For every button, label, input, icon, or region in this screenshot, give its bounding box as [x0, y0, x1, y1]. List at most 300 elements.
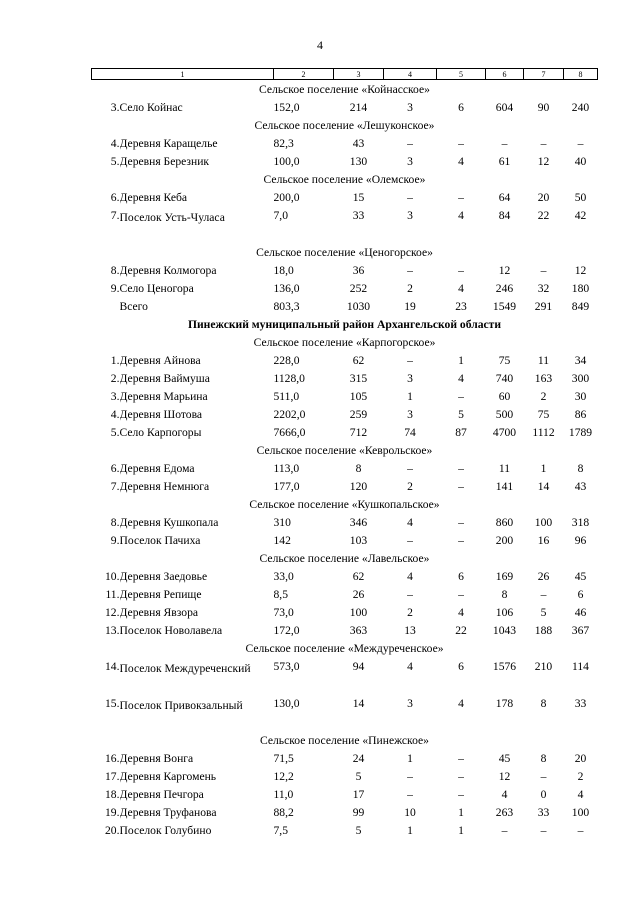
settlement-name: Деревня Едома: [119, 461, 195, 475]
value-cell: 200,0: [273, 190, 300, 204]
value-cell: 8: [355, 461, 362, 475]
value-cell: 22: [455, 623, 467, 637]
value-cell: –: [458, 389, 464, 403]
section-row: [92, 549, 598, 567]
value-cell: 169: [495, 569, 514, 583]
value-cell: 88,2: [273, 805, 294, 819]
value-cell: 86: [574, 407, 587, 421]
settlement-name: Деревня Шотова: [119, 407, 203, 421]
value-cell: 8: [501, 587, 508, 601]
value-cell: 100,0: [273, 154, 300, 168]
row-number: 8.: [110, 263, 120, 277]
table-row: [92, 657, 598, 694]
row-number: 2.: [110, 371, 120, 385]
value-cell: 363: [349, 623, 368, 637]
value-cell: 45: [498, 751, 511, 765]
settlement-name: Деревня Колмогора: [119, 263, 217, 277]
column-number: 4: [384, 69, 437, 80]
settlement-name: Село Ценогора: [119, 281, 194, 295]
value-cell: 152,0: [273, 100, 300, 114]
section-title: Сельское поселение «Олемское»: [263, 172, 426, 186]
settlement-name: Село Койнас: [119, 100, 183, 114]
section-title: Сельское поселение «Койнасское»: [259, 82, 430, 96]
section-row: [92, 170, 598, 188]
value-cell: 141: [495, 479, 514, 493]
value-cell: 6: [458, 660, 464, 673]
value-cell: 511,0: [273, 389, 300, 403]
table-row: [92, 98, 598, 116]
value-cell: 315: [349, 371, 368, 385]
value-cell: –: [577, 823, 584, 837]
value-cell: 20: [574, 751, 587, 765]
value-cell: 6: [458, 569, 464, 583]
value-cell: 1030: [346, 299, 371, 313]
row-number: 19.: [105, 805, 120, 819]
section-row: [92, 731, 598, 749]
section-row: [92, 116, 598, 134]
settlement-name: Поселок Пачиха: [119, 533, 201, 547]
value-cell: 573,0: [273, 660, 300, 673]
value-cell: 4: [501, 787, 508, 801]
value-cell: 60: [498, 389, 511, 403]
value-cell: 120: [349, 479, 368, 493]
value-cell: 32: [537, 281, 550, 295]
value-cell: 99: [352, 805, 365, 819]
value-cell: 90: [537, 100, 550, 114]
row-number: 11.: [105, 587, 120, 601]
row-number: 20.: [105, 823, 120, 837]
value-cell: –: [458, 190, 464, 204]
section-title: Сельское поселение «Пинежское»: [260, 733, 429, 747]
value-cell: 2: [540, 389, 547, 403]
value-cell: 0: [540, 787, 547, 801]
value-cell: 8: [577, 461, 584, 475]
value-cell: 188: [534, 623, 553, 637]
value-cell: 100: [349, 605, 368, 619]
value-cell: 500: [495, 407, 514, 421]
value-cell: 6: [577, 587, 584, 601]
settlement-name: Всего: [119, 299, 148, 313]
value-cell: 7,0: [273, 209, 288, 222]
table-row: [92, 694, 598, 731]
value-cell: 1043: [492, 623, 517, 637]
value-cell: 228,0: [273, 353, 300, 367]
table-row: [92, 351, 598, 369]
section-title: Сельское поселение «Ценогорское»: [256, 245, 433, 259]
value-cell: –: [540, 823, 547, 837]
value-cell: 33: [352, 209, 365, 222]
value-cell: 310: [273, 515, 291, 529]
column-number: 8: [564, 69, 598, 80]
table-row: [92, 585, 598, 603]
value-cell: 3: [407, 407, 413, 421]
value-cell: 24: [352, 751, 365, 765]
row-number: 15.: [105, 697, 120, 710]
value-cell: 100: [534, 515, 553, 529]
value-cell: 12: [537, 154, 550, 168]
value-cell: 94: [352, 660, 365, 673]
value-cell: 210: [534, 660, 553, 673]
value-cell: 20: [537, 190, 550, 204]
value-cell: 2: [407, 605, 413, 619]
value-cell: 11: [537, 353, 550, 367]
value-cell: 3: [407, 697, 413, 710]
value-cell: 7666,0: [273, 425, 306, 439]
value-cell: 114: [572, 660, 589, 673]
table-row: [92, 423, 598, 441]
row-number: 9.: [110, 281, 120, 295]
row-number: 6.: [110, 190, 120, 204]
table-row: [92, 821, 598, 839]
column-number: 1: [92, 69, 274, 80]
value-cell: 1128,0: [273, 371, 305, 385]
value-cell: 40: [574, 154, 587, 168]
value-cell: 2: [577, 769, 584, 783]
row-number: 7.: [110, 209, 120, 222]
value-cell: 214: [349, 100, 368, 114]
value-cell: 142: [273, 533, 291, 547]
value-cell: 103: [349, 533, 368, 547]
row-number: 10.: [105, 569, 120, 583]
table-row: [92, 621, 598, 639]
value-cell: 22: [537, 209, 550, 222]
value-cell: 75: [498, 353, 511, 367]
table-row: [92, 785, 598, 803]
value-cell: 240: [571, 100, 590, 114]
table-row: [92, 369, 598, 387]
value-cell: 1: [458, 805, 464, 819]
value-cell: 10: [404, 805, 416, 819]
value-cell: 19: [404, 299, 416, 313]
table-row: [92, 152, 598, 170]
value-cell: 74: [404, 425, 416, 439]
value-cell: 1112: [532, 425, 555, 439]
value-cell: 1: [407, 823, 413, 837]
settlement-name: Деревня Каращелье: [119, 136, 218, 150]
value-cell: 1: [407, 751, 413, 765]
value-cell: 130: [349, 154, 368, 168]
row-number: [92, 297, 120, 315]
value-cell: 3: [407, 100, 413, 114]
value-cell: 2202,0: [273, 407, 306, 421]
value-cell: 64: [498, 190, 511, 204]
section-row: [92, 441, 598, 459]
row-number: 18.: [105, 787, 120, 801]
value-cell: 75: [537, 407, 550, 421]
value-cell: 860: [495, 515, 514, 529]
settlement-name: Деревня Явзора: [119, 605, 199, 619]
value-cell: 5: [458, 407, 464, 421]
value-cell: 100: [571, 805, 590, 819]
value-cell: –: [458, 479, 464, 493]
section-title: Сельское поселение «Карпогорское»: [253, 335, 436, 349]
row-number: 12.: [105, 605, 120, 619]
row-number: 4.: [110, 407, 120, 421]
row-number: 16.: [105, 751, 120, 765]
value-cell: 4: [458, 605, 464, 619]
value-cell: –: [540, 587, 547, 601]
settlement-name: Поселок Голубино: [119, 823, 212, 837]
value-cell: 4: [458, 697, 464, 710]
table-row: [92, 206, 598, 243]
row-number: 5.: [110, 154, 120, 168]
value-cell: 12: [574, 263, 587, 277]
row-number: 3.: [110, 100, 120, 114]
settlement-name: Деревня Вонга: [119, 751, 194, 765]
table-row: [92, 477, 598, 495]
value-cell: 73,0: [273, 605, 294, 619]
value-cell: 87: [455, 425, 467, 439]
settlement-name: Деревня Репище: [119, 587, 202, 601]
value-cell: 172,0: [273, 623, 300, 637]
value-cell: 36: [352, 263, 365, 277]
settlement-name: Поселок Привокзальный: [119, 699, 243, 712]
value-cell: 1: [407, 389, 413, 403]
value-cell: 4700: [492, 425, 517, 439]
value-cell: 3: [407, 371, 413, 385]
section-row: [92, 639, 598, 657]
settlement-name: Деревня Труфанова: [119, 805, 217, 819]
value-cell: –: [501, 136, 508, 150]
value-cell: –: [540, 136, 547, 150]
section-row: [92, 333, 598, 351]
value-cell: 23: [455, 299, 467, 313]
settlement-name: Деревня Кушкопала: [119, 515, 219, 529]
value-cell: 4: [458, 209, 464, 222]
value-cell: 178: [495, 697, 514, 710]
settlements-table: [91, 68, 598, 839]
value-cell: 200: [495, 533, 514, 547]
table-row: [92, 387, 598, 405]
value-cell: –: [458, 533, 464, 547]
value-cell: 5: [355, 769, 362, 783]
value-cell: 1576: [492, 660, 517, 673]
value-cell: 13: [404, 623, 416, 637]
value-cell: 46: [574, 605, 587, 619]
row-number: 13.: [105, 623, 120, 637]
table-row: [92, 134, 598, 152]
table-row: [92, 767, 598, 785]
value-cell: 15: [352, 190, 365, 204]
value-cell: 4: [407, 569, 413, 583]
value-cell: –: [501, 823, 508, 837]
row-number: 14.: [105, 660, 120, 673]
column-number-row: [92, 69, 598, 80]
settlement-name: Поселок Междуреченский: [119, 662, 251, 675]
table-row: [92, 749, 598, 767]
column-number: 3: [334, 69, 384, 80]
section-row: [92, 495, 598, 513]
settlement-name: Деревня Ваймуша: [119, 371, 210, 385]
value-cell: 84: [498, 209, 511, 222]
value-cell: 12: [498, 769, 511, 783]
value-cell: 2: [407, 281, 413, 295]
table-row: [92, 603, 598, 621]
value-cell: 130,0: [273, 697, 300, 710]
value-cell: –: [407, 190, 413, 204]
value-cell: –: [407, 769, 413, 783]
value-cell: 14: [537, 479, 550, 493]
value-cell: 106: [495, 605, 514, 619]
table-row: [92, 188, 598, 206]
section-title: Сельское поселение «Лавельское»: [259, 551, 430, 565]
value-cell: 14: [352, 697, 365, 710]
table-row: [92, 459, 598, 477]
settlement-name: Деревня Березник: [119, 154, 210, 168]
value-cell: 4: [407, 660, 413, 673]
column-number: 5: [437, 69, 486, 80]
value-cell: 849: [571, 299, 590, 313]
value-cell: 3: [407, 209, 413, 222]
value-cell: 177,0: [273, 479, 300, 493]
value-cell: 43: [352, 136, 365, 150]
value-cell: 26: [537, 569, 550, 583]
value-cell: 30: [574, 389, 587, 403]
value-cell: 50: [574, 190, 587, 204]
value-cell: 62: [352, 569, 365, 583]
district-row: [92, 315, 598, 333]
value-cell: 18,0: [273, 263, 294, 277]
value-cell: –: [540, 769, 547, 783]
value-cell: 318: [571, 515, 590, 529]
settlement-name: Деревня Кеба: [119, 190, 188, 204]
value-cell: 26: [352, 587, 365, 601]
table-row: [92, 531, 598, 549]
value-cell: 712: [349, 425, 368, 439]
value-cell: –: [458, 751, 464, 765]
value-cell: 1789: [568, 425, 593, 439]
value-cell: 4: [407, 515, 413, 529]
section-title: Сельское поселение «Междуреченское»: [245, 641, 444, 655]
value-cell: 16: [537, 533, 550, 547]
value-cell: 12: [498, 263, 511, 277]
table-row: [92, 803, 598, 821]
value-cell: 45: [574, 569, 587, 583]
value-cell: 82,3: [273, 136, 294, 150]
table-row: [92, 279, 598, 297]
value-cell: 1549: [492, 299, 517, 313]
section-row: [92, 80, 598, 99]
value-cell: 8: [540, 751, 547, 765]
value-cell: 71,5: [273, 751, 294, 765]
value-cell: 1: [458, 823, 464, 837]
value-cell: 43: [574, 479, 587, 493]
value-cell: 259: [349, 407, 368, 421]
value-cell: 136,0: [273, 281, 300, 295]
value-cell: 291: [534, 299, 553, 313]
settlement-name: Деревня Печгора: [119, 787, 204, 801]
settlement-name: Село Карпогоры: [119, 425, 202, 439]
settlement-name: Деревня Немнюга: [119, 479, 210, 493]
settlement-name: Деревня Заедовье: [119, 569, 208, 583]
value-cell: 803,3: [273, 299, 300, 313]
value-cell: 367: [571, 623, 590, 637]
value-cell: 4: [458, 281, 464, 295]
table-row: [92, 405, 598, 423]
section-row: [92, 243, 598, 261]
value-cell: –: [458, 769, 464, 783]
row-number: 8.: [110, 515, 120, 529]
column-number: 7: [524, 69, 564, 80]
value-cell: 6: [458, 100, 464, 114]
value-cell: 1: [458, 353, 464, 367]
column-number: 2: [274, 69, 334, 80]
district-title: Пинежский муниципальный район Архангельской области: [187, 317, 502, 331]
value-cell: 17: [352, 787, 365, 801]
settlement-name: Деревня Айнова: [119, 353, 201, 367]
value-cell: 5: [355, 823, 362, 837]
value-cell: –: [407, 787, 413, 801]
value-cell: –: [458, 263, 464, 277]
value-cell: –: [458, 515, 464, 529]
value-cell: –: [407, 263, 413, 277]
value-cell: 96: [574, 533, 587, 547]
value-cell: 4: [458, 371, 464, 385]
value-cell: 33,0: [273, 569, 294, 583]
row-number: 6.: [110, 461, 120, 475]
value-cell: 2: [407, 479, 413, 493]
section-title: Сельское поселение «Кушкопальское»: [249, 497, 440, 511]
column-number: 6: [486, 69, 524, 80]
settlement-name: Деревня Каргомень: [119, 769, 217, 783]
settlement-name: Поселок Усть-Чуласа: [119, 211, 225, 224]
value-cell: 11,0: [273, 787, 294, 801]
value-cell: –: [407, 353, 413, 367]
value-cell: –: [407, 587, 413, 601]
settlement-name: Деревня Марьина: [119, 389, 208, 403]
row-number: 7.: [110, 479, 120, 493]
value-cell: 12,2: [273, 769, 294, 783]
value-cell: 246: [495, 281, 514, 295]
table-row: [92, 567, 598, 585]
value-cell: 8,5: [273, 587, 288, 601]
value-cell: 33: [574, 697, 587, 710]
value-cell: 34: [574, 353, 587, 367]
row-number: 1.: [110, 353, 120, 367]
value-cell: 263: [495, 805, 514, 819]
table-body: [92, 80, 598, 840]
value-cell: 11: [498, 461, 511, 475]
section-title: Сельское поселение «Кеврольское»: [256, 443, 433, 457]
value-cell: 4: [458, 154, 464, 168]
row-number: 17.: [105, 769, 120, 783]
value-cell: 1: [540, 461, 547, 475]
value-cell: 8: [540, 697, 547, 710]
value-cell: –: [458, 136, 464, 150]
value-cell: 740: [495, 371, 514, 385]
row-number: 3.: [110, 389, 120, 403]
value-cell: –: [577, 136, 584, 150]
value-cell: –: [458, 461, 464, 475]
value-cell: 33: [537, 805, 550, 819]
value-cell: 604: [495, 100, 514, 114]
value-cell: 4: [577, 787, 584, 801]
value-cell: 252: [349, 281, 368, 295]
value-cell: 346: [349, 515, 368, 529]
value-cell: –: [407, 533, 413, 547]
value-cell: 62: [352, 353, 365, 367]
value-cell: –: [540, 263, 547, 277]
row-number: 9.: [110, 533, 120, 547]
value-cell: 61: [498, 154, 511, 168]
value-cell: –: [458, 787, 464, 801]
value-cell: –: [407, 461, 413, 475]
table-row: [92, 513, 598, 531]
value-cell: 163: [534, 371, 553, 385]
row-number: 5.: [110, 425, 120, 439]
page-number: 4: [317, 38, 323, 52]
value-cell: 180: [571, 281, 590, 295]
